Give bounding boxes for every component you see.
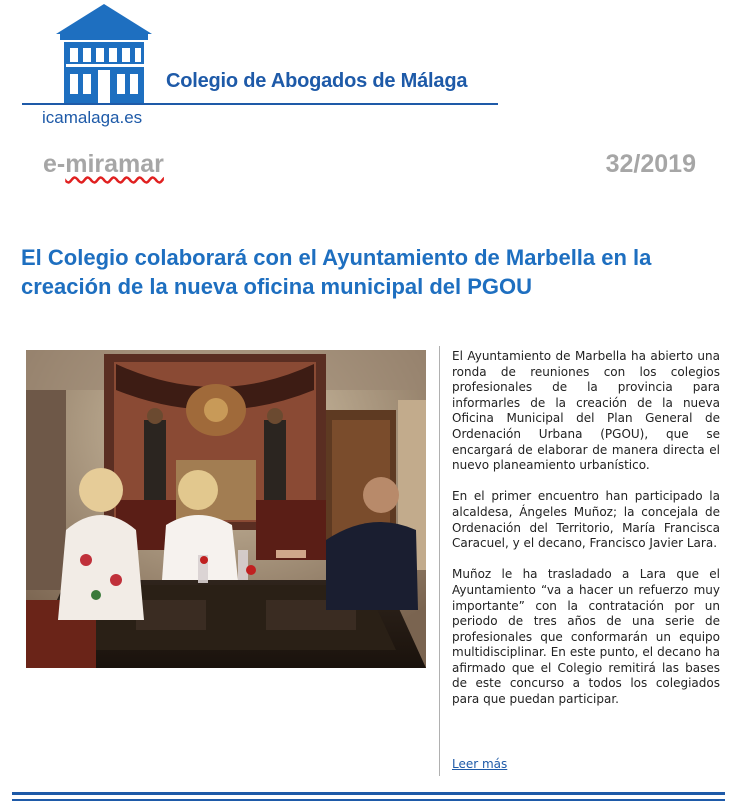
newsletter-name — [43, 150, 164, 179]
read-more-link[interactable]: Leer más — [452, 757, 508, 771]
newsletter-name-rest: miramar — [65, 150, 164, 178]
article-headline: El Colegio colaborará con el Ayuntamiento de Marbella en la creación de la nueva oficina municipal del PGOU — [21, 245, 652, 299]
issue-number: 32/2019 — [605, 150, 696, 178]
article-paragraph: Muñoz le ha trasladado a Lara que el Ayuntamiento “va a hacer un refuerzo muy importante” con la contratación por un periodo de tres años de una serie de profesionales que conformarán un equipo multidisciplinar. En este punto, el decano ha afirmado que el Colegio remitirá las bases de este concurso a todos los colegiados para que puedan participar. — [452, 567, 720, 707]
column-divider — [439, 346, 440, 776]
footer-divider — [12, 792, 725, 795]
article-body — [452, 349, 720, 723]
newsletter-name-prefix: e- — [43, 150, 66, 178]
header-divider — [22, 103, 498, 105]
article-paragraph: El Ayuntamiento de Marbella ha abierto una ronda de reuniones con los colegios profesionales de la provincia para informarles de la creación de la nueva Oficina Municipal del Plan General de Ordenación Urbana (PGOU), que se encargará de elaborar de manera directa el nuevo planeamiento urbanístico. — [452, 349, 720, 473]
news-photo — [26, 350, 426, 668]
footer-divider-secondary — [12, 799, 725, 801]
site-url[interactable]: icamalaga.es — [42, 108, 143, 127]
org-name: Colegio de Abogados de Málaga — [166, 70, 468, 92]
logo-building-icon — [50, 4, 158, 104]
article-paragraph: En el primer encuentro han participado la alcaldesa, Ángeles Muñoz; la concejala de Ordenación del Territorio, María Francisca Caracuel, y el decano, Francisco Javier Lara. — [452, 489, 720, 551]
